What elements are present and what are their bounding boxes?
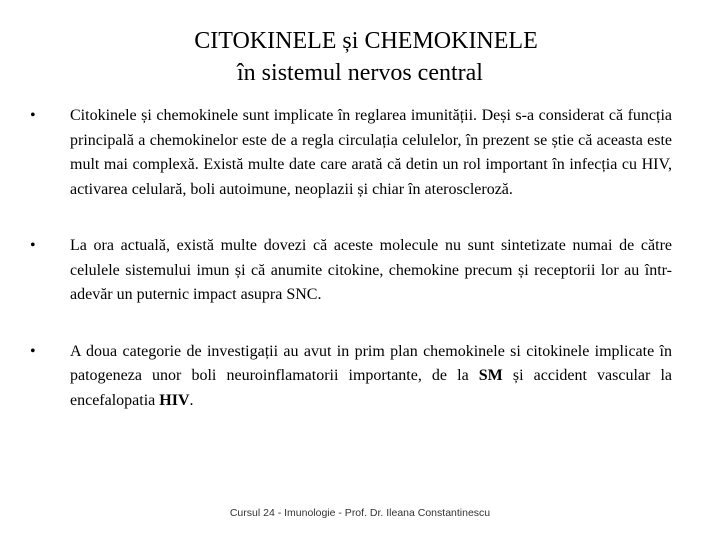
bullet-text-2: La ora actuală, există multe dovezi că aceste molecule nu sunt sintetizate numai de către celulele sistemului imun și că anumite citokine, chemokine precum și receptorii lor au într-adevăr un puternic impact asupra SNC. [70,237,672,303]
bullet-text-3-bold-hiv: HIV [159,391,190,409]
slide-footer [0,507,720,519]
bullet-text-1: Citokinele și chemokinele sunt implicate în reglarea imunității. Deși s-a considerat că funcția principală a chemokinelor este de a regla circulația celulelor, în prezent se știe că aceasta este mult mai complexă. Există multe date care arată că detin un rol important în infecția cu HIV, activarea celulară, boli autoimune, neoplazii și chiar în ateroscleroză. [70,107,672,198]
title-line-2: în sistemul nervos central [237,60,483,86]
footer-text: Cursul 24 - Imunologie - Prof. Dr. Ileana Constantinescu [229,507,491,519]
bullet-list [30,104,672,413]
bullet-dot-icon: • [30,342,36,360]
bullet-item-2 [30,234,672,308]
bullet-text-3 [70,343,672,409]
bullet-item-3 [30,340,672,414]
title-line-1: CITOKINELE și CHEMOKINELE [194,28,538,54]
bullet-text-3-part-c: . [189,391,194,409]
bullet-dot-icon: • [30,237,36,254]
bullet-item-1 [30,104,672,202]
bullet-text-3-part-a: A doua categorie de investigații au avut in prim plan chemokinele si citokinele implicate în patogeneza unor boli neuroinflamatorii importante, de la [70,342,672,384]
slide-title [0,25,720,89]
bullet-text-3-part-b: și accident vascular la encefalopatia [70,367,672,409]
bullet-dot-icon: • [30,107,36,124]
bullet-text-3-bold-sm: SM [478,367,503,384]
